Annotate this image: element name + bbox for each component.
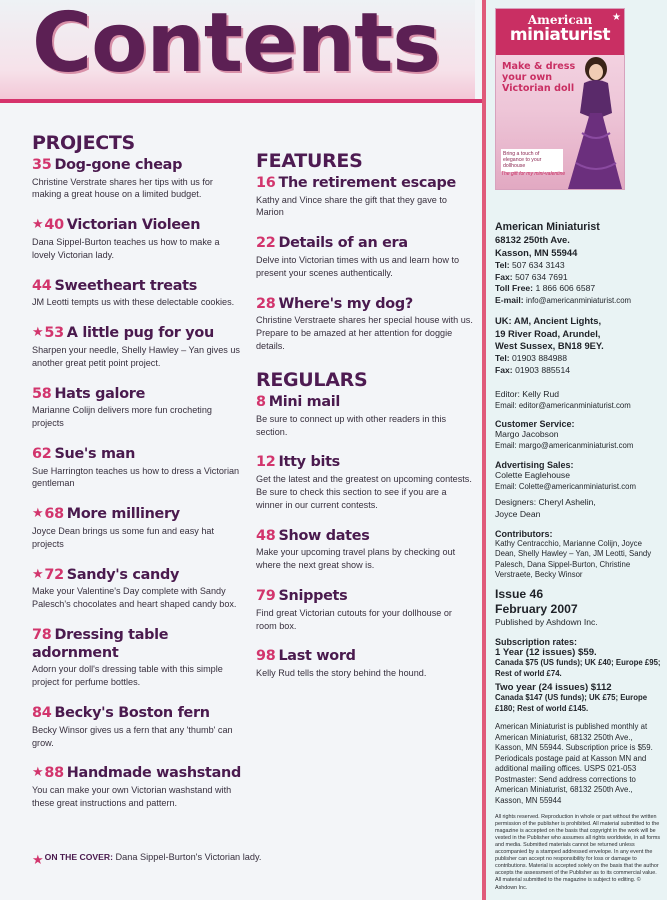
article-title xyxy=(32,446,242,464)
article-title xyxy=(256,175,474,193)
editor-line: Editor: Kelly Rud xyxy=(495,388,560,399)
masthead-info xyxy=(495,220,661,892)
projects-list xyxy=(32,157,242,810)
article-title xyxy=(256,235,474,253)
page-number: 12 xyxy=(256,454,276,471)
article-title-text: Sandy's candy xyxy=(66,566,180,583)
address-line-2: Kasson, MN 55944 xyxy=(495,246,578,258)
title-divider xyxy=(0,99,485,103)
article-description: Get the latest and the greatest on upcoming contests. Be sure to check this section to see if you are a winner in our current contests. xyxy=(256,473,472,510)
rights-notice: All rights reserved. Reproduction in whole or part without the written permission of the publisher is prohibited. All material submitted to the magazine is accepted on the basis that copyright in the work will be vested in the Publisher who assumes all rights worldwide, in all forms and media. Submitted materials cannot be returned unless accompanied by a stamped addressed envelope. In any event the publisher can accept no responsibility for loss or damage to contributions. Material is accepted solely on the basis that the author accepts the assessment of the Publisher as to its commercial value. All material submitted to the magazine is subject to editing. © Ashdown Inc. xyxy=(495,814,661,891)
article-title-text: More millinery xyxy=(66,506,180,523)
article-entry[interactable] xyxy=(256,648,474,679)
article-description: Christine Verstraete shares her special house with us. Prepare to be amazed at her attention for doggie details. xyxy=(256,315,473,352)
cover-thumbnail[interactable] xyxy=(495,8,625,190)
article-title-text: Last word xyxy=(278,648,356,665)
cover-note-text: Dana Sippel-Burton's Victorian lady. xyxy=(115,852,262,862)
editor-email[interactable]: Email: editor@americanminiaturist.com xyxy=(495,400,631,410)
tollfree-value: 1 866 606 6587 xyxy=(535,283,596,294)
article-description: Joyce Dean brings us some fun and easy hat projects xyxy=(32,525,214,549)
uk-address-3: West Sussex, BN18 9EY. xyxy=(495,340,604,352)
title-band xyxy=(0,0,475,100)
regulars-heading: REGULARS xyxy=(256,369,368,392)
article-entry[interactable] xyxy=(32,446,242,490)
article-title xyxy=(256,588,474,606)
page-number: 79 xyxy=(256,588,276,605)
article-title xyxy=(32,506,242,524)
page-number: 58 xyxy=(32,385,52,402)
fax-line: Fax: 507 634 7691 xyxy=(495,271,568,282)
article-title-text: Hats galore xyxy=(54,385,146,402)
article-title-text: Victorian Violeen xyxy=(66,217,201,234)
article-entry[interactable] xyxy=(32,157,242,201)
uk-tel-value: 01903 884988 xyxy=(512,353,567,364)
cover-tagline: Make & dress your own Victorian doll xyxy=(502,61,576,95)
issue-date: February 2007 xyxy=(495,602,578,617)
article-title-text: The retirement escape xyxy=(278,175,457,191)
article-description: Kelly Rud tells the story behind the hound. xyxy=(256,668,427,678)
article-title-text: Sweetheart treats xyxy=(54,277,197,294)
article-title xyxy=(256,296,474,314)
designers-line-1: Designers: Cheryl Ashelin, xyxy=(495,497,596,508)
article-entry[interactable] xyxy=(256,454,474,511)
masthead-sidebar xyxy=(486,0,667,900)
page-number: 78 xyxy=(32,627,52,644)
cover-note xyxy=(32,852,261,868)
email-line: E-mail: info@americanminiaturist.com xyxy=(495,295,632,306)
article-title-text: Dressing table adornment xyxy=(32,627,169,661)
article-entry[interactable] xyxy=(32,506,242,550)
article-description: Sue Harrington teaches us how to dress a Victorian gentleman xyxy=(32,465,240,489)
article-title xyxy=(256,648,474,666)
regulars-list xyxy=(256,394,474,680)
page-number: 88 xyxy=(44,765,64,782)
article-entry[interactable] xyxy=(32,705,242,749)
advertising-label: Advertising Sales: xyxy=(495,459,574,470)
article-title-text: A little pug for you xyxy=(66,325,214,342)
cover-blurb-2: The gift for my mini-valentine xyxy=(501,171,566,177)
contributors-list: Kathy Centracchio, Marianne Colijn, Joyce Dean, Shelly Hawley – Yan, JM Leotti, Sandy Palesch, Dana Sippel-Burton, Christine Verstraete, Becky Winsor xyxy=(495,538,652,580)
page-number: 98 xyxy=(256,648,276,665)
page-number: 62 xyxy=(32,445,52,462)
article-title xyxy=(32,157,242,175)
article-title-text: Details of an era xyxy=(278,235,408,252)
article-title xyxy=(256,454,474,472)
cover-masthead xyxy=(496,9,624,55)
uk-fax-value: 01903 885514 xyxy=(515,365,571,376)
features-heading: FEATURES xyxy=(256,150,363,172)
features-list xyxy=(256,175,474,353)
one-year-detail: Canada $75 (US funds); UK £40; Europe £95; Rest of world £74. xyxy=(495,658,661,678)
tel-value: 507 634 3143 xyxy=(512,259,565,270)
article-description: Sharpen your needle, Shelly Hawley – Yan gives us another great petit point project. xyxy=(32,344,240,368)
contributors-label: Contributors: xyxy=(495,528,553,539)
article-title-text: Becky's Boston fern xyxy=(54,705,210,722)
doll-illustration xyxy=(562,53,624,190)
star-icon: ★ xyxy=(32,566,44,582)
two-year-rate: Two year (24 issues) $112 xyxy=(495,682,612,694)
article-title xyxy=(32,278,242,296)
page-title: Contents xyxy=(32,0,441,91)
uk-address-1: UK: AM, Ancient Lights, xyxy=(495,315,602,327)
features-regulars-column xyxy=(256,150,474,696)
issue-number: Issue 46 xyxy=(495,586,544,601)
article-title xyxy=(32,705,242,723)
article-description: Find great Victorian cutouts for your dollhouse or room box. xyxy=(256,607,452,631)
article-entry[interactable] xyxy=(32,627,242,689)
article-entry[interactable] xyxy=(32,765,242,809)
cover-note-label: ON THE COVER: xyxy=(44,852,113,862)
page-number: 84 xyxy=(32,705,52,722)
tollfree-line: Toll Free: 1 866 606 6587 xyxy=(495,283,596,294)
article-title xyxy=(32,217,242,235)
article-entry[interactable] xyxy=(256,175,474,219)
article-title-text: Handmade washstand xyxy=(66,765,241,782)
article-entry[interactable] xyxy=(256,394,474,438)
page-number: 53 xyxy=(44,325,64,342)
customer-service-label: Customer Service: xyxy=(495,419,575,430)
page-number: 8 xyxy=(256,394,266,411)
star-icon: ★ xyxy=(32,765,44,781)
article-description: Adorn your doll's dressing table with this simple project for perfume bottles. xyxy=(32,664,223,688)
published-by: Published by Ashdown Inc. xyxy=(495,617,598,628)
article-description: Make your Valentine's Day complete with Sandy Palesch's chocolates and heart shaped candy box. xyxy=(32,586,237,610)
article-title-text: Itty bits xyxy=(278,454,340,471)
uk-tel-line: Tel: 01903 884988 xyxy=(495,353,567,364)
page-number: 72 xyxy=(44,566,64,583)
fax-value: 507 634 7691 xyxy=(515,271,568,282)
cover-mast-main: miniaturist xyxy=(509,25,611,45)
article-entry[interactable] xyxy=(256,235,474,279)
article-description: Kathy and Vince share the gift that they gave to Marion xyxy=(256,194,447,218)
star-icon: ★ xyxy=(32,217,44,233)
article-description: Delve into Victorian times with us and learn how to present your scenes authentically. xyxy=(256,254,460,278)
star-icon: ★ xyxy=(612,12,621,23)
article-title-text: Mini mail xyxy=(268,394,341,411)
article-title xyxy=(256,528,474,546)
page-number: 44 xyxy=(32,277,52,294)
page-number: 68 xyxy=(44,506,64,523)
customer-service-email[interactable]: Email: margo@americanminiaturist.com xyxy=(495,441,634,451)
projects-heading: PROJECTS xyxy=(32,132,135,154)
page-number: 28 xyxy=(256,295,276,312)
subscription-label: Subscription rates: xyxy=(495,637,578,648)
uk-address-2: 19 River Road, Arundel, xyxy=(495,327,601,339)
article-description: JM Leotti tempts us with these delectable cookies. xyxy=(32,297,235,308)
article-entry[interactable] xyxy=(256,588,474,632)
article-entry[interactable] xyxy=(256,528,474,572)
star-icon: ★ xyxy=(32,506,44,522)
page-number: 22 xyxy=(256,235,276,252)
article-title xyxy=(256,394,474,412)
email-value[interactable]: info@americanminiaturist.com xyxy=(526,296,632,306)
article-description: Make your upcoming travel plans by checking out where the next great show is. xyxy=(256,547,456,571)
article-title-text: Snippets xyxy=(278,588,348,605)
star-icon: ★ xyxy=(32,852,44,867)
cover-mast-top: American xyxy=(527,13,593,27)
customer-service-name: Margo Jacobson xyxy=(495,429,559,440)
projects-column xyxy=(32,132,242,826)
page-number: 16 xyxy=(256,175,276,191)
page-number: 48 xyxy=(256,527,276,544)
advertising-name: Colette Eaglehouse xyxy=(495,469,571,480)
cover-blurb: Bring a touch of elegance to your dollhouse xyxy=(501,149,563,172)
tel-line: Tel: 507 634 3143 xyxy=(495,259,565,270)
article-entry[interactable] xyxy=(256,296,474,353)
article-title xyxy=(32,567,242,585)
page-number: 40 xyxy=(44,217,64,234)
article-entry[interactable] xyxy=(32,567,242,611)
one-year-rate: 1 Year (12 issues) $59. xyxy=(495,647,597,659)
advertising-email[interactable]: Email: Colette@americanminiaturist.com xyxy=(495,481,636,491)
article-title xyxy=(32,627,242,662)
article-description: Becky Winsor gives us a fern that any 'thumb' can grow. xyxy=(32,724,233,748)
article-description: Christine Verstrate shares her tips with us for making a great house on a limited budget. xyxy=(32,176,213,200)
page-number: 35 xyxy=(32,157,52,173)
article-entry[interactable] xyxy=(32,325,242,369)
article-title xyxy=(32,386,242,404)
article-entry[interactable] xyxy=(32,278,242,309)
address-line-1: 68132 250th Ave. xyxy=(495,234,570,246)
article-description: You can make your own Victorian washstand with these great instructions and pattern. xyxy=(32,784,232,808)
article-entry[interactable] xyxy=(32,386,242,430)
article-entry[interactable] xyxy=(32,217,242,261)
designers-line-2: Joyce Dean xyxy=(495,508,541,519)
star-icon: ★ xyxy=(32,325,44,341)
article-title-text: Dog-gone cheap xyxy=(54,157,183,173)
article-description: Be sure to connect up with other readers in this section. xyxy=(256,413,447,437)
publication-info: American Miniaturist is published monthly at American Miniaturist, 68132 250th Ave., Kasson, MN 55944. Subscription price is $59. Periodicals postage paid at Kasson MN and additional mailing offices. USPS 021-053 Postmaster: Send address corrections to American Miniaturist, 68132 250th Ave., Kasson, MN 55944 xyxy=(495,722,653,805)
uk-fax-line: Fax: 01903 885514 xyxy=(495,365,571,376)
article-title xyxy=(32,765,242,783)
article-title-text: Where's my dog? xyxy=(278,295,413,312)
publication-name: American Miniaturist xyxy=(495,221,600,233)
article-title-text: Show dates xyxy=(278,527,370,544)
article-description: Marianne Colijn delivers more fun crocheting projects xyxy=(32,405,212,429)
article-title-text: Sue's man xyxy=(54,445,136,462)
article-description: Dana Sippel-Burton teaches us how to make a lovely Victorian lady. xyxy=(32,236,220,260)
two-year-detail: Canada $147 (US funds); UK £75; Europe £180; Rest of world £145. xyxy=(495,693,648,713)
article-title xyxy=(32,325,242,343)
